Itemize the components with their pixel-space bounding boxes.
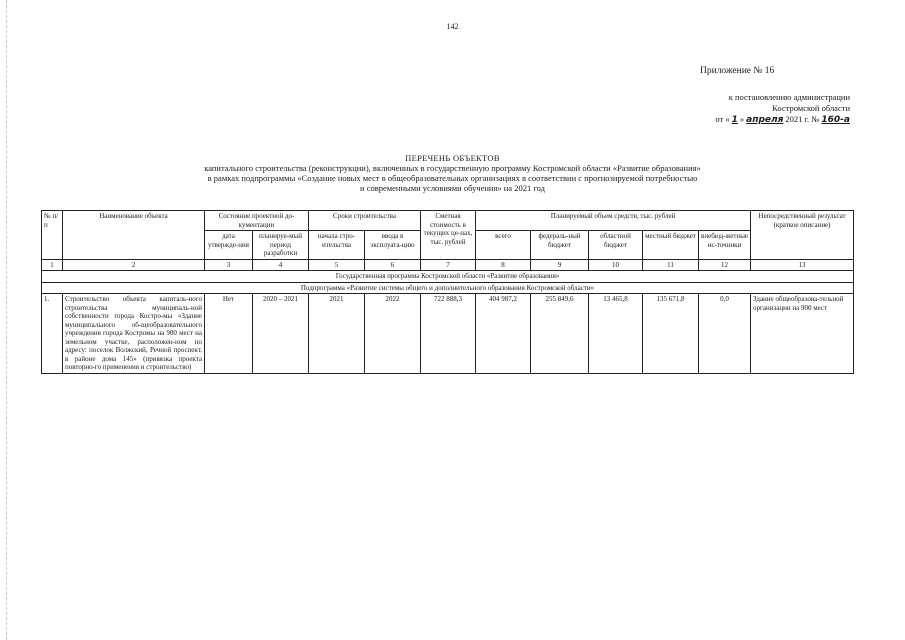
column-number: 3 xyxy=(205,259,253,271)
header-status-date: дата утвержде-ния xyxy=(205,231,253,260)
column-number: 7 xyxy=(421,259,476,271)
header-terms-start: начала стро-ительства xyxy=(309,231,365,260)
header-extra: внебюд-жетные ис-точники xyxy=(699,231,751,260)
row-federal: 255 849,6 xyxy=(531,294,589,374)
column-number: 10 xyxy=(589,259,643,271)
decree-month: апреля xyxy=(746,115,784,125)
header-status-period: планируе-мый период разработки xyxy=(253,231,309,260)
subprogram-row xyxy=(42,282,854,294)
table-header-row-1 xyxy=(42,211,854,231)
column-number-row xyxy=(42,259,854,271)
row-num: 1. xyxy=(42,294,63,374)
header-federal: федераль-ный бюджет xyxy=(531,231,589,260)
program-title: Государственная программа Костромской области «Развитие образования» xyxy=(42,271,854,283)
decree-day: 1 xyxy=(731,115,738,125)
page-margin-line xyxy=(6,0,8,640)
column-number: 8 xyxy=(476,259,531,271)
appendix-label: Приложение № 16 xyxy=(700,66,775,76)
header-status: Состояние проектной до-кументации xyxy=(205,211,309,231)
row-result: Здание общеобразова-тельной организации на 900 мест xyxy=(751,294,854,374)
row-cost: 722 888,3 xyxy=(421,294,476,374)
column-number: 6 xyxy=(365,259,421,271)
row-start: 2021 xyxy=(309,294,365,374)
header-local: местный бюджет xyxy=(643,231,699,260)
header-name: Наименование объекта xyxy=(63,211,205,260)
column-number: 2 xyxy=(63,259,205,271)
row-name: Строительство объекта капиталь-ного строительства муниципаль-ной собственности города Костро-мы «Здание муниципального об-щеобразовательного учреждения города Костромы на 900 мест на земельном участке, расположен-ном по адресу: поселок Волжский, Речной проспект, в районе дома 145» (привязка проекта повторно-го применения и строительство) xyxy=(63,294,205,374)
decree-line-1: к постановлению администрации xyxy=(728,92,850,102)
title-line-3: в рамках подпрограммы «Создание новых мест в общеобразовательных организациях в соответствии с прогнозируемой потребностью xyxy=(207,173,698,183)
title-line-4: и современными условиями обучения» на 2021 год xyxy=(360,183,545,193)
column-number: 13 xyxy=(751,259,854,271)
row-end: 2022 xyxy=(365,294,421,374)
row-regional: 13 465,8 xyxy=(589,294,643,374)
header-regional: областной бюджет xyxy=(589,231,643,260)
header-volume: Планируемый объем средств, тыс. рублей xyxy=(476,211,751,231)
column-number: 11 xyxy=(643,259,699,271)
program-row xyxy=(42,271,854,283)
row-local: 135 671,8 xyxy=(643,294,699,374)
row-total: 404 987,2 xyxy=(476,294,531,374)
decree-quote: » xyxy=(739,114,745,124)
objects-table xyxy=(41,210,854,374)
header-total: всего xyxy=(476,231,531,260)
subprogram-title: Подпрограмма «Развитие системы общего и дополнительного образования Костромской области» xyxy=(42,282,854,294)
header-terms-end: ввода в эксплуата-цию xyxy=(365,231,421,260)
title-heading: ПЕРЕЧЕНЬ ОБЪЕКТОВ xyxy=(405,153,500,163)
column-number: 12 xyxy=(699,259,751,271)
page-number: 142 xyxy=(446,22,459,31)
title-line-2: капитального строительства (реконструкции), включенных в государственную программу Костромской области «Развитие образования» xyxy=(204,163,701,173)
row-period: 2020 – 2021 xyxy=(253,294,309,374)
decree-year: 2021 г. № xyxy=(785,114,820,124)
row-extra: 0,0 xyxy=(699,294,751,374)
decree-date-line xyxy=(620,114,850,126)
decree-number: 160-а xyxy=(821,115,850,125)
header-num: № п/п xyxy=(42,211,63,260)
header-result: Непосредственный результат (краткое описание) xyxy=(751,211,854,260)
document-title xyxy=(0,153,905,193)
row-date: Нет xyxy=(205,294,253,374)
column-number: 9 xyxy=(531,259,589,271)
header-cost: Сметная стоимость в текущих це-нах, тыс. рублей xyxy=(421,211,476,260)
header-terms: Сроки строительства xyxy=(309,211,421,231)
column-number: 5 xyxy=(309,259,365,271)
column-number: 1 xyxy=(42,259,63,271)
decree-ot: от « xyxy=(715,114,730,124)
decree-line-2: Костромской области xyxy=(772,103,850,113)
table-row xyxy=(42,294,854,374)
decree-reference xyxy=(620,92,850,126)
column-number: 4 xyxy=(253,259,309,271)
